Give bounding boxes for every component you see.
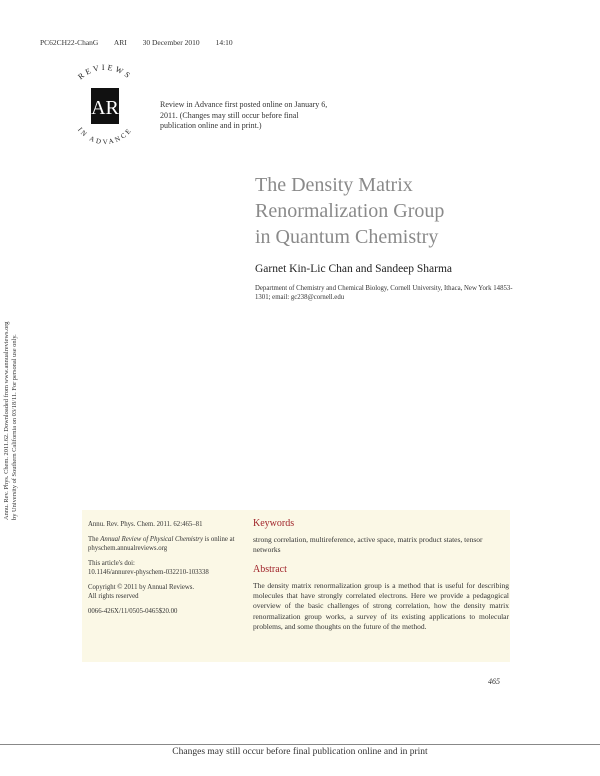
title-line: Renormalization Group xyxy=(255,200,445,222)
abstract-text: The density matrix renormalization group is a method that is useful for describing molecules that have strongly correlated electrons. Here we provide a pedagogical overview of the basic challenges of strong correlation, how the density matrix renormalization group works, a survey of its existing applications to molecular problems, and some thoughts on the future of the method. xyxy=(253,581,509,631)
abstract-column xyxy=(253,518,509,632)
doi-label: This article's doi: xyxy=(88,560,135,567)
svg-text:REVIEWS xyxy=(76,63,134,81)
rights: All rights reserved xyxy=(88,593,139,600)
logo-monogram: AR xyxy=(91,97,119,119)
issn: 0066-426X/11/0505-0465$20.00 xyxy=(88,608,178,615)
keywords-text: strong correlation, multireference, active space, matrix product states, tensor networks xyxy=(253,535,483,554)
advance-note: Review in Advance first posted online on January 6, 2011. (Changes may still occur before final publication online and in print.) xyxy=(160,100,328,130)
svg-text:IN ADVANCE xyxy=(76,126,134,146)
header-publisher: ARI xyxy=(113,38,127,47)
authors: Garnet Kin-Lic Chan and Sandeep Sharma xyxy=(255,263,453,275)
logo-bottom-text: IN ADVANCE xyxy=(76,125,134,147)
footer-notice: Changes may still occur before final publication online and in print xyxy=(172,747,428,757)
title-line: The Density Matrix xyxy=(255,174,413,196)
download-side-note xyxy=(0,275,20,520)
doi: 10.1146/annurev-physchem-032210-103338 xyxy=(88,569,209,576)
title-line: in Quantum Chemistry xyxy=(255,226,439,248)
keywords-heading: Keywords xyxy=(253,518,295,529)
side-note-line2: by University of Southern California on 03/18/11. For personal use only. xyxy=(11,334,18,520)
running-header xyxy=(40,38,247,47)
journal-name: Annual Review of Physical Chemistry xyxy=(100,536,203,543)
header-time: 14:10 xyxy=(215,38,233,47)
abstract-heading: Abstract xyxy=(253,564,287,575)
header-date: 30 December 2010 xyxy=(142,38,200,47)
logo-top-text: REVIEWS xyxy=(76,62,134,82)
online-info: The Annual Review of Physical Chemistry is online at physchem.annualreviews.org xyxy=(88,536,235,552)
header-code: PC62CH22-ChanG xyxy=(40,38,99,47)
affiliation: Department of Chemistry and Chemical Biology, Cornell University, Ithaca, New York 14853-1301; email: gc238@cornell.edu xyxy=(255,285,513,301)
copyright: Copyright © 2011 by Annual Reviews. xyxy=(88,584,195,591)
citation-column xyxy=(88,520,243,622)
citation-ref: Annu. Rev. Phys. Chem. 2011. 62:465–81 xyxy=(88,521,203,528)
page-number: 465 xyxy=(488,677,500,686)
side-note-line1: Annu. Rev. Phys. Chem. 2011.62. Downloaded from www.annualreviews.org xyxy=(3,321,10,520)
footer-divider xyxy=(0,744,600,745)
reviews-in-advance-logo xyxy=(62,62,148,148)
article-title xyxy=(255,172,444,250)
